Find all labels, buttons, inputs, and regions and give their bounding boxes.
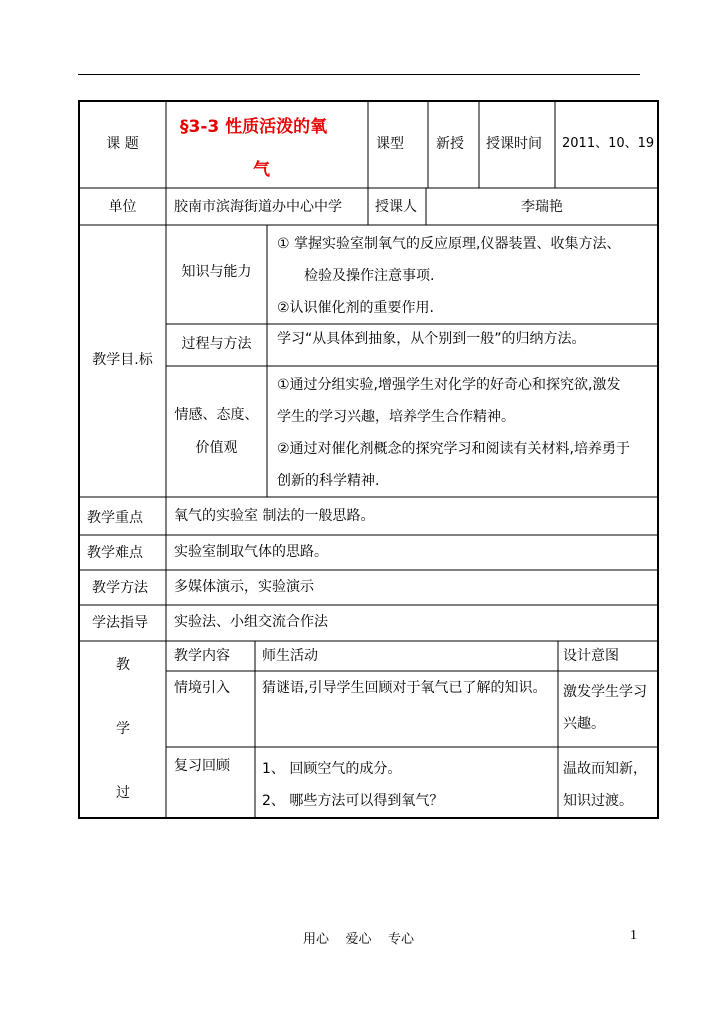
process-side-char-3: 过	[116, 785, 130, 801]
study-guide-value: 实验法、小组交流合作法	[174, 614, 328, 630]
process-row2-intent-1: 温故而知新，	[563, 761, 647, 777]
unit-label: 单位	[108, 199, 137, 215]
key-point-value: 氧气的实验室 制法的一般思路。	[174, 508, 375, 524]
type-value: 新授	[436, 136, 464, 152]
goal-process-line1: 学习“从具体到抽象，从个别到一般”的归纳方法。	[277, 331, 586, 347]
method-label: 教学方法	[92, 580, 148, 596]
method-value: 多媒体演示，实验演示	[174, 579, 314, 595]
goal-category-emotion-1: 情感、态度、	[174, 407, 259, 423]
process-header-content: 教学内容	[174, 648, 230, 664]
subject-label: 课 题	[106, 136, 139, 152]
difficulty-value: 实验室制取气体的思路。	[174, 544, 328, 560]
goal-emotion-line2: 学生的学习兴趣，培养学生合作精神。	[277, 409, 515, 425]
goals-label: 教学目.标	[92, 352, 153, 368]
goal-knowledge-line2: 检验及操作注意事项.	[304, 268, 435, 284]
teacher-value: 李瑞艳	[521, 199, 563, 215]
goal-category-knowledge: 知识与能力	[181, 264, 252, 280]
study-guide-label: 学法指导	[92, 615, 148, 631]
subject-title-line2: 气	[253, 160, 270, 180]
goal-knowledge-line3: ②认识催化剂的重要作用.	[277, 300, 435, 316]
goal-emotion-line1: ①通过分组实验,增强学生对化学的好奇心和探究欲,激发	[277, 377, 621, 393]
process-row2-activity-2: 2、 哪些方法可以得到氧气？	[262, 793, 444, 809]
process-row1-activity: 猜谜语,引导学生回顾对于氧气已了解的知识。	[262, 680, 547, 696]
process-row1-content: 情境引入	[174, 680, 230, 696]
process-header-activity: 师生活动	[262, 648, 318, 664]
date-label: 授课时间	[486, 136, 542, 152]
process-row2-intent-2: 知识过渡。	[563, 793, 633, 809]
date-value: 2011、10、19	[562, 136, 655, 151]
type-label: 课型	[376, 136, 404, 152]
teacher-label: 授课人	[375, 199, 417, 215]
goal-emotion-line4: 创新的科学精神.	[277, 473, 380, 489]
goal-knowledge-line1: ① 掌握实验室制氧气的反应原理,仪器装置、收集方法、	[277, 236, 621, 252]
key-point-label: 教学重点	[87, 510, 143, 526]
goal-category-process: 过程与方法	[181, 336, 252, 352]
process-header-intent: 设计意图	[563, 648, 619, 664]
subject-title-line1: §3-3 性质活泼的氧	[180, 117, 328, 137]
unit-value: 胶南市滨海街道办中心中学	[174, 199, 342, 215]
process-row2-content: 复习回顾	[174, 758, 230, 774]
goal-category-emotion-2: 价值观	[195, 440, 238, 456]
process-side-char-1: 教	[116, 657, 130, 673]
page-number: 1	[630, 928, 637, 943]
process-row1-intent-2: 兴趣。	[563, 716, 605, 732]
footer-motto: 用心 爱心 专心	[302, 932, 415, 947]
process-row2-activity-1: 1、 回顾空气的成分。	[262, 761, 402, 777]
goal-emotion-line3: ②通过对催化剂概念的探究学习和阅读有关材料,培养勇于	[277, 441, 630, 457]
difficulty-label: 教学难点	[87, 545, 143, 561]
process-side-char-2: 学	[116, 721, 130, 737]
process-row1-intent-1: 激发学生学习	[563, 684, 647, 700]
